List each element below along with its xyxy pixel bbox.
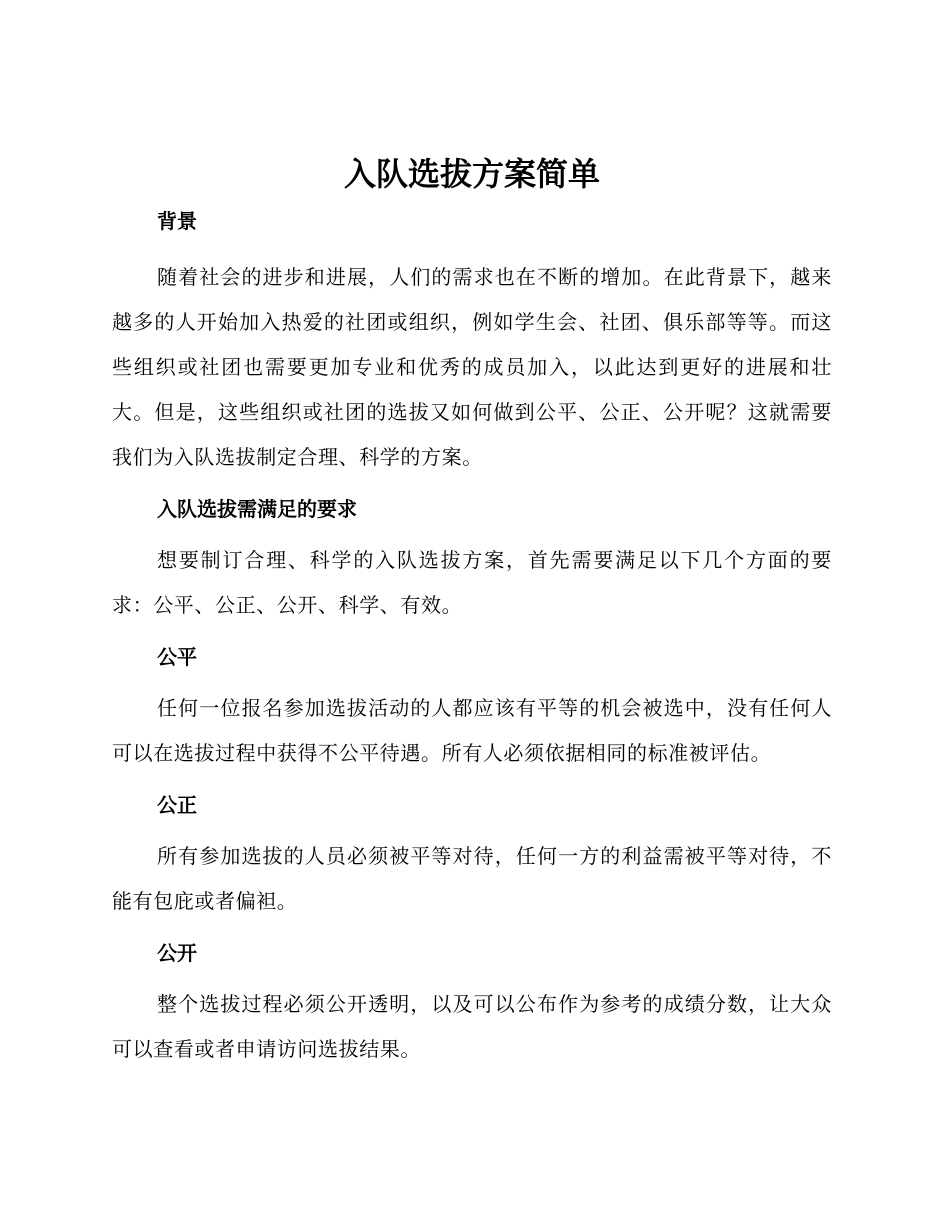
document-page	[112, 148, 832, 1072]
paragraph-requirements: 想要制订合理、科学的入队选拔方案，首先需要满足以下几个方面的要求：公平、公正、公开、科学、有效。	[112, 548, 832, 617]
section-heading-requirements: 入队选拔需满足的要求	[157, 497, 357, 521]
section-heading-justice: 公正	[157, 793, 197, 817]
paragraph-openness: 整个选拔过程必须公开透明，以及可以公布作为参考的成绩分数，让大众可以查看或者申请访问选拔结果。	[112, 992, 832, 1061]
paragraph-fairness: 任何一位报名参加选拔活动的人都应该有平等的机会被选中，没有任何人可以在选拔过程中获得不公平待遇。所有人必须依据相同的标准被评估。	[112, 696, 832, 765]
section-heading-background: 背景	[157, 209, 197, 233]
paragraph-background: 随着社会的进步和进展，人们的需求也在不断的增加。在此背景下，越来越多的人开始加入热爱的社团或组织，例如学生会、社团、俱乐部等等。而这些组织或社团也需要更加专业和优秀的成员加入，以此达到更好的进展和壮大。但是，这些组织或社团的选拔又如何做到公平、公正、公开呢？这就需要我们为入队选拔制定合理、科学的方案。	[112, 265, 832, 469]
section-heading-openness: 公开	[157, 941, 197, 965]
section-heading-fairness: 公平	[157, 645, 197, 669]
document-title: 入队选拔方案简单	[343, 155, 600, 193]
paragraph-justice: 所有参加选拔的人员必须被平等对待，任何一方的利益需被平等对待，不能有包庇或者偏袒。	[112, 844, 832, 913]
